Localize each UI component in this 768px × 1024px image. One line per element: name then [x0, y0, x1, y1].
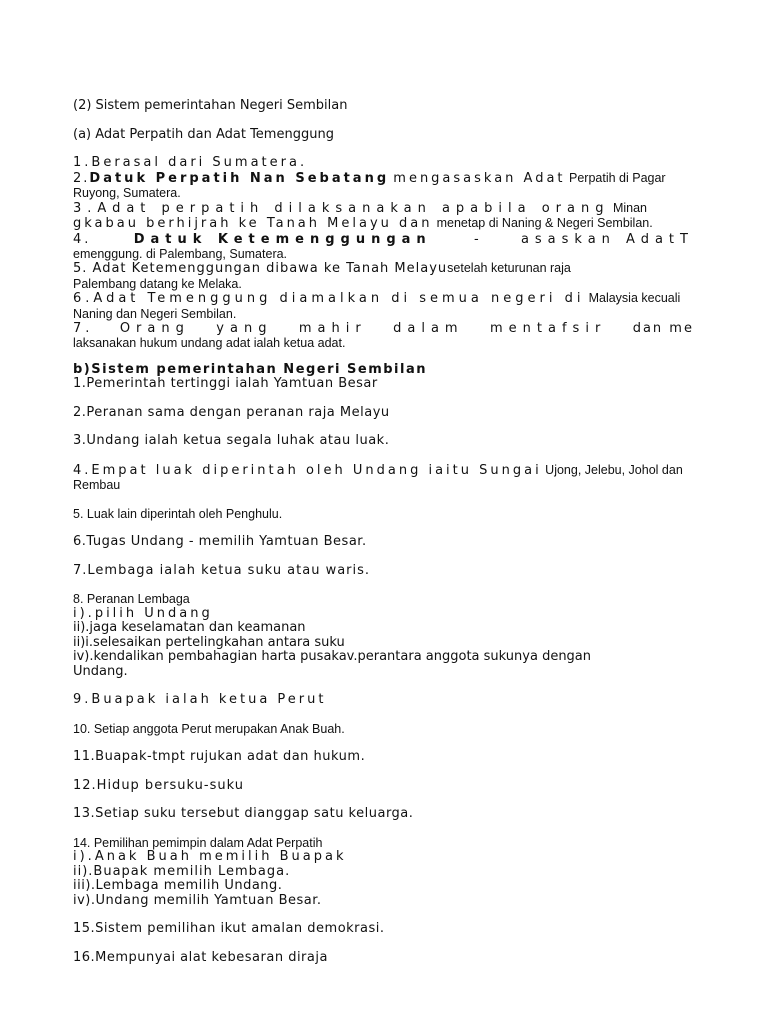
list-item: 3.Undang ialah ketua segala luhak atau luak. [73, 434, 390, 448]
list-item-text: Malaysia kecuali [588, 291, 681, 305]
list-item-continuation [73, 216, 694, 232]
list-item-number: 4. [73, 231, 92, 247]
list-item-text: mahir [298, 321, 367, 336]
section-a-list [73, 156, 694, 351]
sub-item: iv).Undang memilih Yamtuan Besar. [73, 893, 322, 908]
list-item-emphasis: Datuk Perpatih Nan Sebatang [89, 170, 390, 186]
list-item-continuation: Palembang datang ke Melaka. [73, 276, 242, 291]
list-item-continuation: laksanakan hukum undang adat ialah ketua adat. [73, 336, 346, 350]
list-item-text: dan me [632, 321, 694, 336]
section-b-heading: b)Sistem pemerintahan Negeri Sembilan [73, 362, 427, 377]
list-item-text: Minan [609, 200, 648, 215]
page-title: (2) Sistem pemerintahan Negeri Sembilan [73, 99, 348, 113]
document-body [73, 99, 694, 965]
list-item: 6.Tugas Undang - memilih Yamtuan Besar. [73, 535, 367, 549]
list-item: 7.Lembaga ialah ketua suku atau waris. [73, 563, 371, 578]
section-a-heading: (a) Adat Perpatih dan Adat Temenggung [73, 127, 334, 142]
list-item-text: setelah keturunan raja [447, 261, 571, 275]
list-item-text: mengasaskan Adat [393, 170, 566, 186]
list-item: 1.Pemerintah tertinggi ialah Yamtuan Besar [73, 377, 378, 391]
sub-item: iii).Lembaga memilih Undang. [73, 879, 283, 893]
list-item-continuation: emenggung. di Palembang, Sumatera. [73, 246, 288, 261]
list-item-text: 5. Adat Ketemenggungan dibawa ke Tanah Melayu [73, 261, 448, 276]
list-item [73, 321, 694, 336]
list-item-continuation: Naning dan Negeri Sembilan. [73, 306, 237, 321]
list-item-continuation: Rembau [73, 478, 121, 492]
list-item: 8. Peranan Lembaga [73, 592, 190, 606]
list-item-text: yang [216, 321, 273, 336]
list-item [73, 261, 694, 277]
list-item-text: Perpatih di Pagar [565, 170, 666, 185]
list-item: 16.Mempunyai alat kebesaran diraja [73, 950, 328, 965]
list-item: 13.Setiap suku tersebut dianggap satu keluarga. [73, 807, 414, 821]
list-item [73, 291, 694, 307]
list-item-continuation: Ruyong, Sumatera. [73, 186, 181, 200]
list-item-text: mentafsir [490, 321, 607, 336]
sub-item: iv).kendalikan pembahagian harta pusakav.perantara anggota sukunya dengan [73, 650, 592, 664]
sub-item: i).pilih Undang [73, 606, 213, 621]
list-item: 1.Berasal dari Sumatera. [73, 156, 308, 170]
list-item: 12.Hidup bersuku-suku [73, 778, 244, 793]
list-item-text: gkabau berhijrah ke Tanah Melayu dan [73, 216, 433, 231]
list-item: 2.Peranan sama dengan peranan raja Melayu [73, 405, 390, 420]
list-item: 15.Sistem pemilihan ikut amalan demokrasi. [73, 922, 385, 936]
list-item [73, 463, 694, 479]
sub-item: Undang. [73, 664, 128, 679]
list-item-emphasis: Datuk Ketemenggungan [133, 231, 432, 247]
sub-item: i).Anak Buah memilih Buapak [73, 850, 347, 864]
list-item [73, 201, 694, 217]
list-item: 11.Buapak-tmpt rujukan adat dan hukum. [73, 750, 366, 764]
list-item-text: 4.Empat luak diperintah oleh Undang iaitu Sungai [73, 462, 542, 478]
list-item-text: - [473, 231, 479, 247]
list-item [73, 171, 694, 187]
list-item: 5. Luak lain diperintah oleh Penghulu. [73, 506, 283, 521]
sub-item: ii)i.selesaikan pertelingkahan antara suku [73, 635, 345, 650]
list-item: 9.Buapak ialah ketua Perut [73, 693, 327, 707]
list-item-text: Ujong, Jelebu, Johol dan [541, 462, 683, 477]
sub-item: ii).jaga keselamatan dan keamanan [73, 621, 306, 635]
list-item-text: Orang [119, 321, 190, 336]
list-item: 10. Setiap anggota Perut merupakan Anak Buah. [73, 721, 345, 736]
list-item: 14. Pemilihan pemimpin dalam Adat Perpatih [73, 835, 323, 850]
list-item-text: dalam [393, 321, 464, 336]
list-item [73, 232, 694, 247]
list-item-text: 3.Adat perpatih dilaksanakan apabila orang [73, 200, 610, 216]
list-item-text: asaskan AdatT [520, 231, 694, 247]
list-item-number: 2. [73, 170, 90, 186]
list-item-number: 7. [73, 321, 94, 336]
list-item-text: 6.Adat Temenggung diamalkan di semua negeri di [73, 291, 585, 306]
sub-item: ii).Buapak memilih Lembaga. [73, 864, 291, 879]
list-item-text: menetap di Naning & Negeri Sembilan. [436, 216, 653, 230]
